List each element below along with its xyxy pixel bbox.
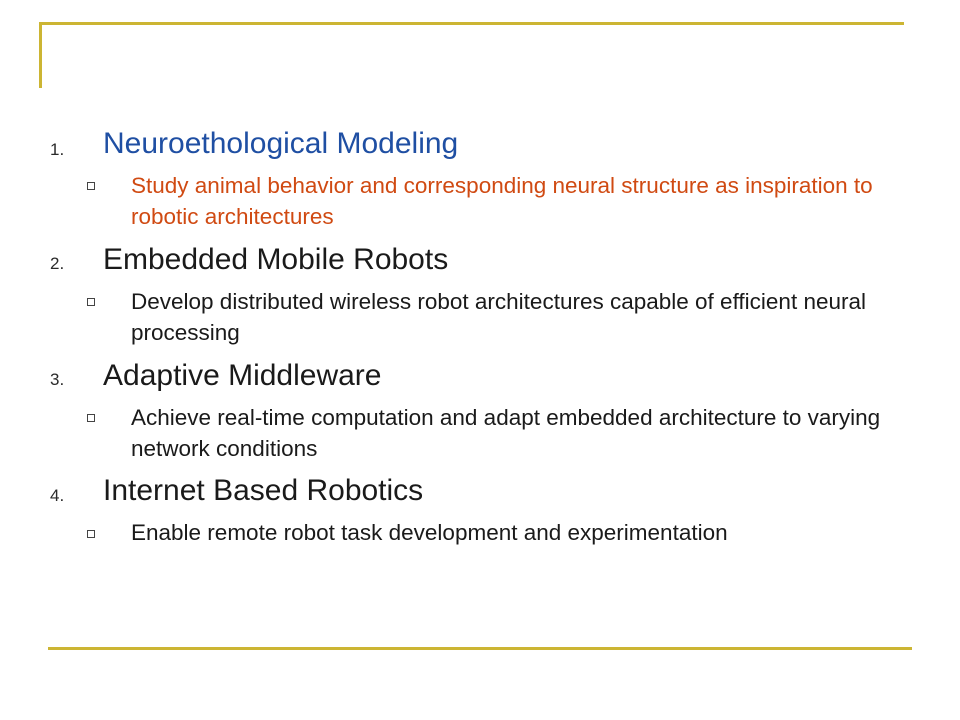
item-3-heading: Adaptive Middleware: [103, 359, 382, 392]
item-2-heading: Embedded Mobile Robots: [103, 243, 449, 276]
item-1-number: 1.: [50, 140, 65, 159]
square-bullet-icon: [86, 297, 96, 307]
item-1-heading: Neuroethological Modeling: [103, 127, 459, 160]
frame-left-line: [39, 22, 42, 88]
item-2-number: 2.: [50, 254, 65, 273]
square-bullet-icon: [86, 529, 96, 539]
item-2-detail: Develop distributed wireless robot architectures capable of efficient neural processing: [131, 289, 866, 345]
item-3-detail: Achieve real-time computation and adapt embedded architecture to varying network conditions: [131, 405, 881, 461]
item-1-detail: Study animal behavior and corresponding neural structure as inspiration to robotic architectures: [131, 173, 873, 229]
item-3-number: 3.: [50, 370, 65, 389]
item-4-number: 4.: [50, 486, 65, 505]
item-4-detail: Enable remote robot task development and experimentation: [131, 520, 728, 545]
item-4-heading: Internet Based Robotics: [103, 474, 424, 507]
square-bullet-icon: [86, 181, 96, 191]
frame-top-line: [40, 22, 904, 25]
frame-bottom-line: [48, 647, 912, 650]
square-bullet-icon: [86, 413, 96, 423]
